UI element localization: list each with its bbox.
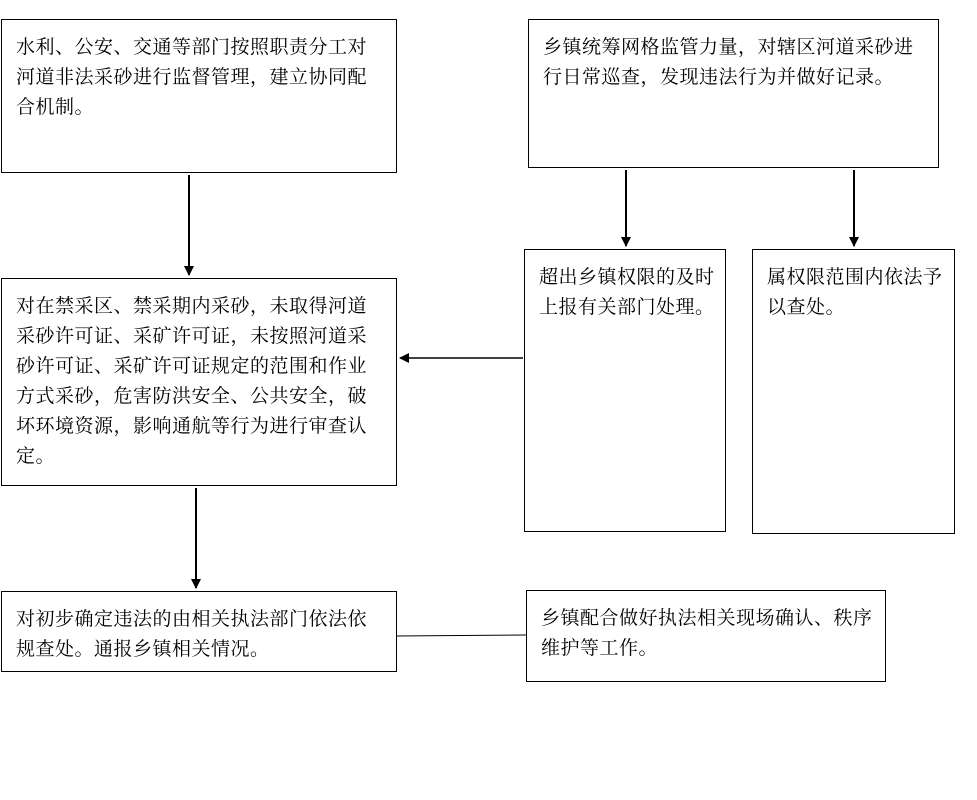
connector-enforcement-to-town-support [397, 635, 526, 636]
beyond-authority-text: 超出乡镇权限的及时上报有关部门处理。 [539, 266, 715, 318]
enforcement-text: 对初步确定违法的由相关执法部门依法依规查处。通报乡镇相关情况。 [16, 608, 368, 660]
review-text: 对在禁采区、禁采期内采砂，未取得河道采砂许可证、采矿许可证，未按照河道采砂许可证、采矿许可证规定的范围和作业方式采砂，危害防洪安全、公共安全，破坏环境资源，影响通航等行为进行审查认定。 [16, 295, 368, 467]
coordination-text: 水利、公安、交通等部门按照职责分工对河道非法采砂进行监督管理，建立协同配合机制。 [16, 36, 368, 118]
town-patrol-text: 乡镇统筹网格监管力量，对辖区河道采砂进行日常巡查，发现违法行为并做好记录。 [543, 36, 914, 88]
town-support-text: 乡镇配合做好执法相关现场确认、秩序维护等工作。 [541, 607, 873, 659]
within-authority-text: 属权限范围内依法予以查处。 [767, 266, 943, 318]
